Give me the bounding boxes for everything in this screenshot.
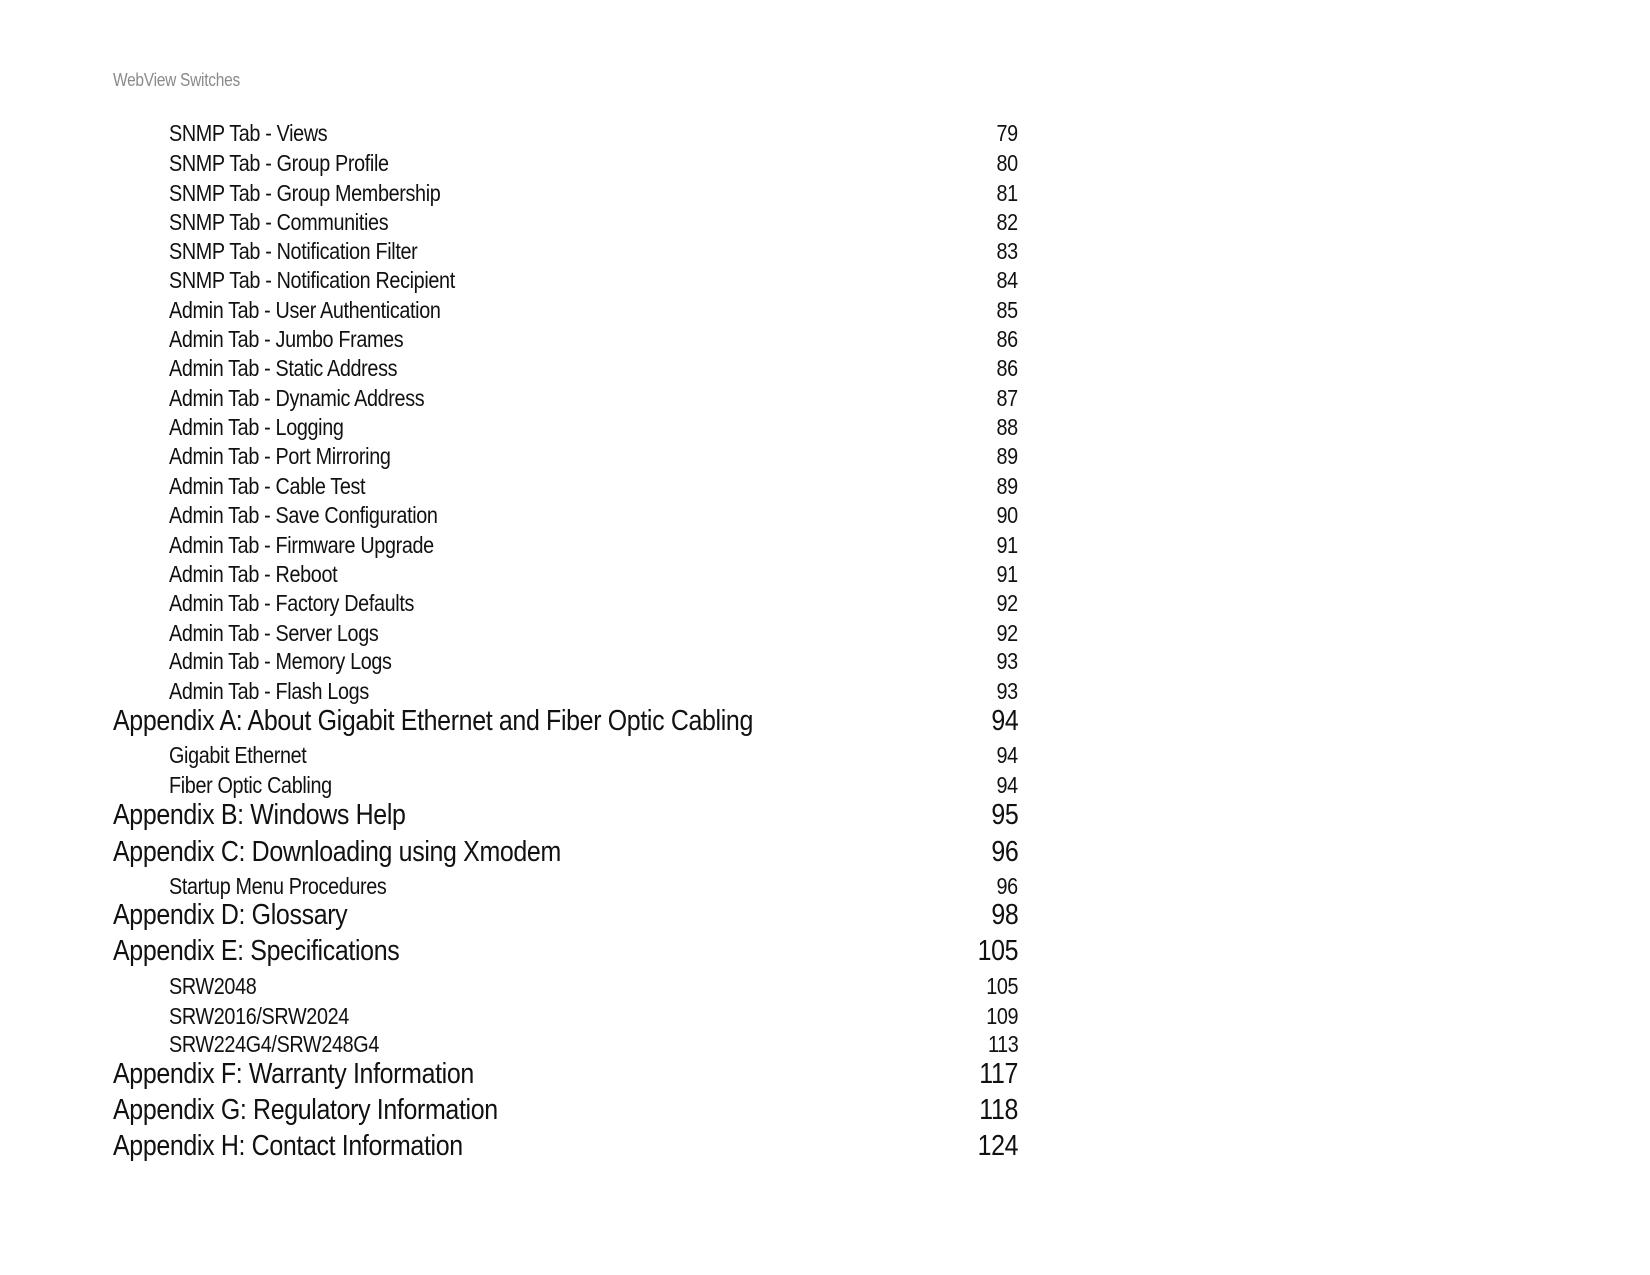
toc-entry-page-number: 109 (986, 1003, 1018, 1029)
toc-entry-page-number: 91 (996, 532, 1018, 558)
toc-entry-title[interactable]: SNMP Tab - Notification Recipient (169, 267, 455, 293)
toc-entry-title[interactable]: Appendix H: Contact Information (113, 1130, 463, 1162)
toc-entry-page-number: 86 (996, 355, 1018, 381)
toc-entry-title[interactable]: Admin Tab - Firmware Upgrade (169, 532, 434, 558)
toc-entry-page-number: 118 (979, 1094, 1018, 1126)
toc-entry-page-number: 87 (996, 385, 1018, 411)
toc-entry-title[interactable]: SRW2016/SRW2024 (169, 1003, 349, 1029)
toc-entry-title[interactable]: SRW2048 (169, 973, 257, 999)
toc-entry-title[interactable]: Appendix A: About Gigabit Ethernet and Fiber Optic Cabling (113, 705, 753, 737)
toc-entry-page-number: 105 (977, 935, 1018, 967)
toc-entry-page-number: 94 (996, 742, 1018, 768)
toc-entry-title[interactable]: SNMP Tab - Views (169, 120, 328, 146)
toc-entry-page-number: 89 (996, 443, 1018, 469)
toc-entry-title[interactable]: Appendix G: Regulatory Information (113, 1094, 498, 1126)
toc-entry-page-number: 95 (990, 799, 1018, 831)
toc-entry-page-number: 86 (996, 326, 1018, 352)
toc-entry-page-number: 85 (996, 297, 1018, 323)
toc-entry-page-number: 82 (996, 209, 1018, 235)
toc-entry-page-number: 94 (996, 772, 1018, 798)
toc-entry-title[interactable]: Admin Tab - Reboot (169, 561, 338, 587)
toc-entry-title[interactable]: Appendix E: Specifications (113, 935, 400, 967)
toc-entry-title[interactable]: Admin Tab - Jumbo Frames (169, 326, 404, 352)
toc-entry-page-number: 92 (996, 620, 1018, 646)
toc-entry-page-number: 94 (990, 705, 1018, 737)
toc-entry-page-number: 88 (996, 414, 1018, 440)
toc-entry-page-number: 79 (996, 120, 1018, 146)
toc-entry-page-number: 96 (990, 836, 1018, 868)
toc-entry-title[interactable]: Admin Tab - Save Configuration (169, 502, 438, 528)
toc-entry-title[interactable]: Admin Tab - Factory Defaults (169, 590, 415, 616)
running-header: WebView Switches (113, 70, 240, 90)
toc-entry-page-number: 92 (996, 590, 1018, 616)
toc-entry-page-number: 93 (996, 648, 1018, 674)
toc-entry-title[interactable]: Fiber Optic Cabling (169, 772, 332, 798)
toc-entry-page-number: 81 (996, 180, 1018, 206)
toc-entry-title[interactable]: Admin Tab - Static Address (169, 355, 398, 381)
toc-entry-title[interactable]: Appendix F: Warranty Information (113, 1058, 474, 1090)
toc-entry-page-number: 91 (996, 561, 1018, 587)
toc-entry-page-number: 105 (986, 973, 1018, 999)
toc-entry-title[interactable]: Startup Menu Procedures (169, 873, 387, 899)
toc-entry-title[interactable]: Admin Tab - Port Mirroring (169, 443, 391, 469)
toc-entry-page-number: 84 (996, 267, 1018, 293)
toc-entry-title[interactable]: SRW224G4/SRW248G4 (169, 1031, 380, 1057)
toc-entry-title[interactable]: Admin Tab - Cable Test (169, 473, 366, 499)
toc-entry-title[interactable]: Admin Tab - Server Logs (169, 620, 379, 646)
toc-entry-page-number: 89 (996, 473, 1018, 499)
toc-entry-title[interactable]: Appendix B: Windows Help (113, 799, 406, 831)
toc-entry-title[interactable]: Appendix D: Glossary (113, 899, 348, 931)
toc-entry-page-number: 83 (996, 238, 1018, 264)
toc-entry-title[interactable]: SNMP Tab - Group Profile (169, 150, 389, 176)
toc-entry-title[interactable]: SNMP Tab - Group Membership (169, 180, 441, 206)
toc-entry-title[interactable]: Admin Tab - User Authentication (169, 297, 441, 323)
toc-entry-title[interactable]: SNMP Tab - Notification Filter (169, 238, 418, 264)
toc-entry-title[interactable]: Appendix C: Downloading using Xmodem (113, 836, 561, 868)
toc-entry-title[interactable]: SNMP Tab - Communities (169, 209, 389, 235)
toc-entry-page-number: 113 (987, 1031, 1018, 1057)
toc-entry-page-number: 80 (996, 150, 1018, 176)
toc-entry-page-number: 117 (979, 1058, 1018, 1090)
toc-entry-title[interactable]: Gigabit Ethernet (169, 742, 307, 768)
toc-entry-title[interactable]: Admin Tab - Dynamic Address (169, 385, 425, 411)
toc-entry-page-number: 96 (996, 873, 1018, 899)
toc-entry-title[interactable]: Admin Tab - Flash Logs (169, 678, 369, 704)
toc-entry-page-number: 90 (996, 502, 1018, 528)
toc-entry-title[interactable]: Admin Tab - Memory Logs (169, 648, 392, 674)
toc-entry-page-number: 98 (990, 899, 1018, 931)
toc-entry-page-number: 93 (996, 678, 1018, 704)
toc-entry-title[interactable]: Admin Tab - Logging (169, 414, 344, 440)
toc-entry-page-number: 124 (977, 1130, 1018, 1162)
